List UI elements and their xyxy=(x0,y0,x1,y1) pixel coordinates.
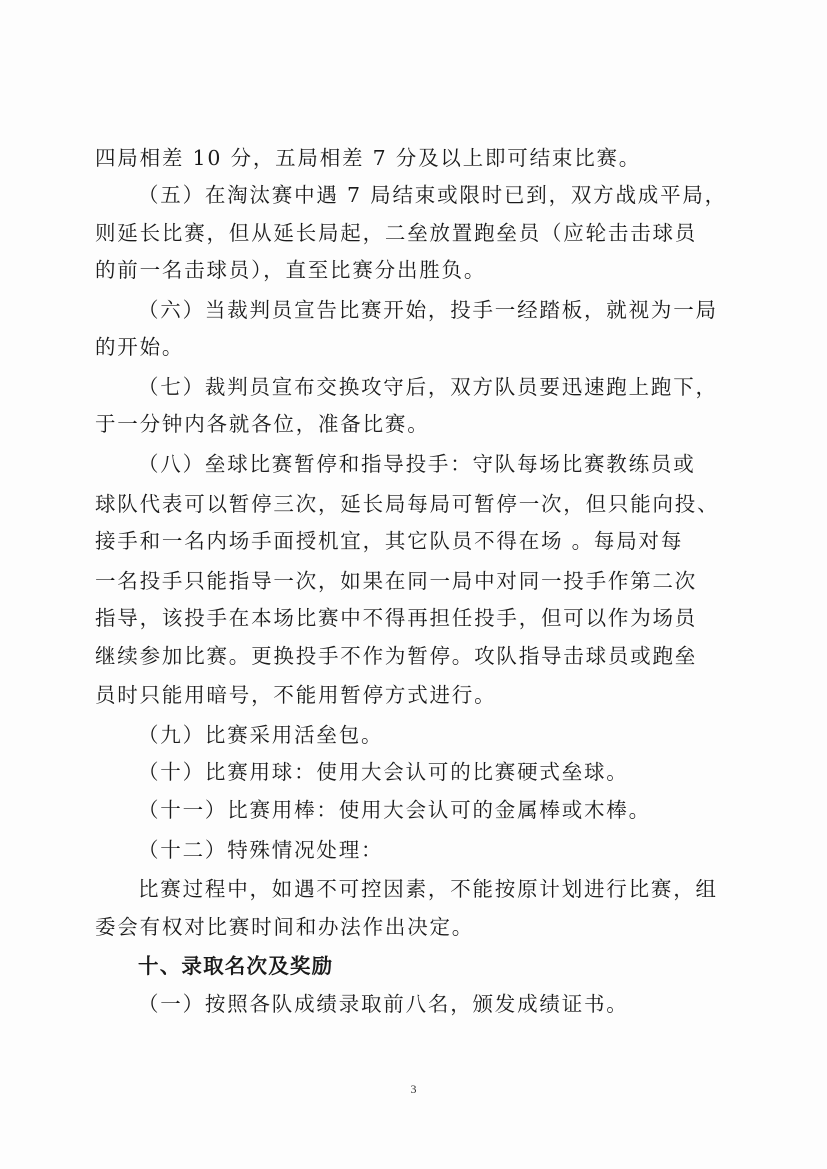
text-line: 指导，该投手在本场比赛中不得再担任投手，但可以作为场员 xyxy=(95,606,698,630)
text-line: 的前一名击球员），直至比赛分出胜负。 xyxy=(95,258,487,282)
text-line: 则延长比赛，但从延长局起，二垒放置跑垒员（应轮击击球员 xyxy=(95,221,698,245)
text-line: （一）按照各队成绩录取前八名，颁发成绩证书。 xyxy=(138,992,629,1016)
text-line: 比赛过程中，如遇不可控因素，不能按原计划进行比赛，组 xyxy=(138,877,718,901)
text-line: （十二）特殊情况处理： xyxy=(138,838,384,862)
text-line: （五）在淘汰赛中遇 7 局结束或限时已到，双方战成平局， xyxy=(138,183,727,207)
text-line: 接手和一名内场手面授机宜，其它队员不得在场 。每局对每 xyxy=(95,529,684,553)
text-line: 四局相差 10 分，五局相差 7 分及以上即可结束比赛。 xyxy=(95,146,642,170)
page-number: 3 xyxy=(410,1082,417,1096)
text-line: （九）比赛采用活垒包。 xyxy=(138,723,384,747)
text-line: （十一）比赛用棒：使用大会认可的金属棒或木棒。 xyxy=(138,798,651,822)
text-line: 球队代表可以暂停三次，延长局每局可暂停一次，但只能向投、 xyxy=(95,492,720,516)
text-line: 的开始。 xyxy=(95,335,185,359)
section-heading: 十、录取名次及奖励 xyxy=(138,954,334,978)
text-line: 继续参加比赛。更换投手不作为暂停。攻队指导击球员或跑垒 xyxy=(95,644,698,668)
text-line: （八）垒球比赛暂停和指导投手：守队每场比赛教练员或 xyxy=(138,452,696,476)
text-line: （六）当裁判员宣告比赛开始，投手一经踏板，就视为一局 xyxy=(138,298,718,322)
text-line: 员时只能用暗号，不能用暂停方式进行。 xyxy=(95,683,497,707)
text-line: 委会有权对比赛时间和办法作出决定。 xyxy=(95,915,475,939)
text-line: （十）比赛用球：使用大会认可的比赛硬式垒球。 xyxy=(138,760,629,784)
text-line: 于一分钟内各就各位，准备比赛。 xyxy=(95,412,430,436)
text-line: 一名投手只能指导一次，如果在同一局中对同一投手作第二次 xyxy=(95,569,698,593)
text-line: （七）裁判员宣布交换攻守后，双方队员要迅速跑上跑下， xyxy=(138,375,718,399)
